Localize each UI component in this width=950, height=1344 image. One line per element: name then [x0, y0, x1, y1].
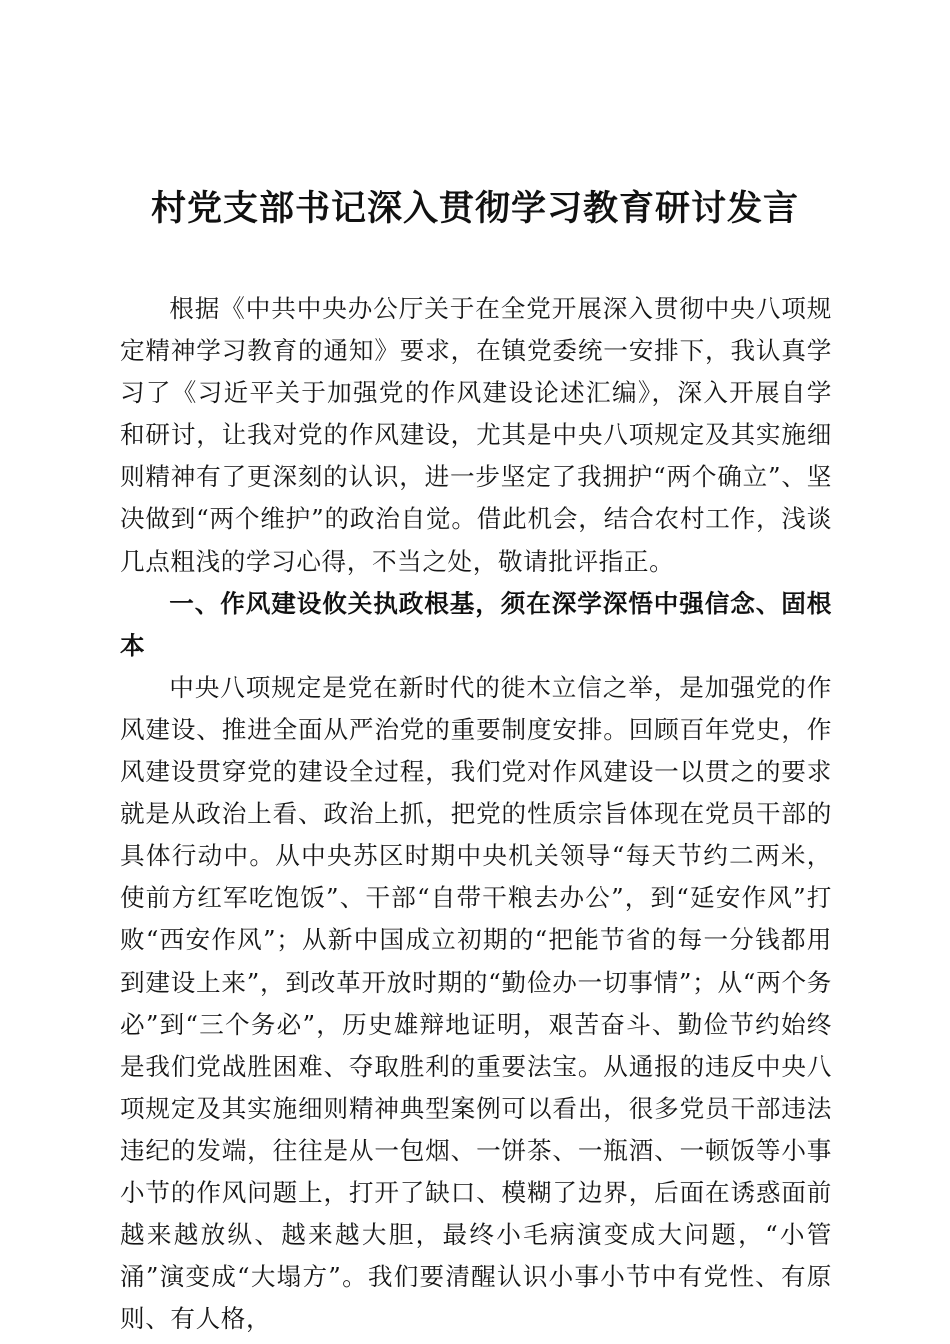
document-body	[120, 288, 832, 1340]
document-title: 村党支部书记深入贯彻学习教育研讨发言	[150, 188, 799, 229]
body-paragraph: 中央八项规定是党在新时代的徙木立信之举，是加强党的作风建设、推进全面从严治党的重要制度安排。回顾百年党史，作风建设贯穿党的建设全过程，我们党对作风建设一以贯之的要求就是从政治上看、政治上抓，把党的性质宗旨体现在党员干部的具体行动中。从中央苏区时期中央机关领导“每天节约二两米，使前方红军吃饱饭”、干部“自带干粮去办公”，到“延安作风”打败“西安作风”；从新中国成立初期的“把能节省的每一分钱都用到建设上来”，到改革开放时期的“勤俭办一切事情”；从“两个务必”到“三个务必”，历史雄辩地证明，艰苦奋斗、勤俭节约始终是我们党战胜困难、夺取胜利的重要法宝。从通报的违反中央八项规定及其实施细则精神典型案例可以看出，很多党员干部违法违纪的发端，往往是从一包烟、一饼茶、一瓶酒、一顿饭等小事小节的作风问题上，打开了缺口、模糊了边界，后面在诱惑面前越来越放纵、越来越大胆，最终小毛病演变成大问题，“小管涌”演变成“大塌方”。我们要清醒认识小事小节中有党性、有原则、有人格，	[120, 672, 832, 1334]
intro-paragraph: 根据《中共中央办公厅关于在全党开展深入贯彻中央八项规定精神学习教育的通知》要求，在镇党委统一安排下，我认真学习了《习近平关于加强党的作风建设论述汇编》，深入开展自学和研讨，让我对党的作风建设，尤其是中央八项规定及其实施细则精神有了更深刻的认识，进一步坚定了我拥护“两个确立”、坚决做到“两个维护”的政治自觉。借此机会，结合农村工作，浅谈几点粗浅的学习心得，不当之处，敬请批评指正。	[120, 294, 832, 576]
section-heading-1: 一、作风建设攸关执政根基，须在深学深悟中强信念、固根本	[120, 588, 832, 660]
